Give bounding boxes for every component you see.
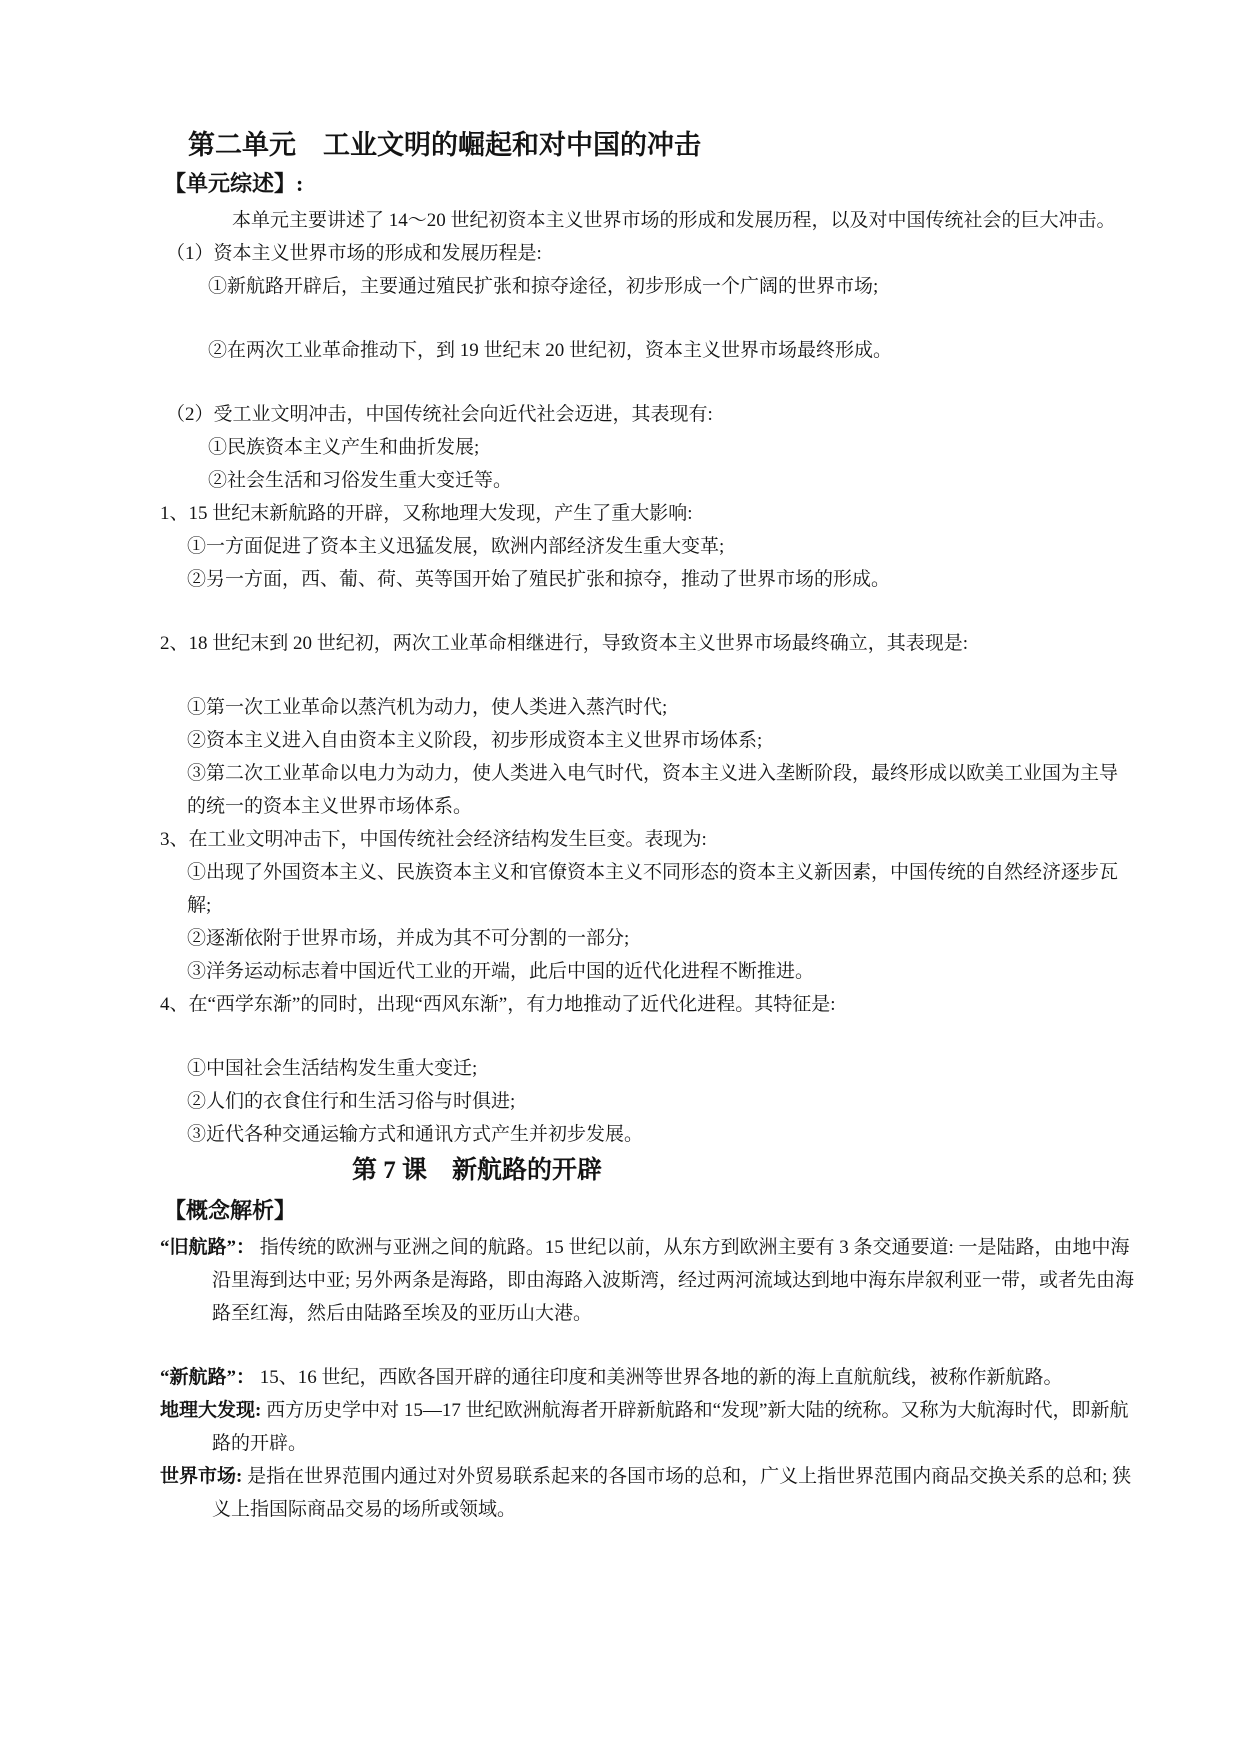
definition-term: 世界市场: <box>160 1466 243 1487</box>
overview-item: ②人们的衣食住行和生活习俗与时俱进; <box>187 1091 516 1112</box>
definition-term: “旧航路”： <box>160 1237 256 1258</box>
definition-old-routes <box>160 1231 1135 1330</box>
overview-item: ②逐渐依附于世界市场，并成为其不可分割的一部分; <box>187 928 630 949</box>
unit-title: 第二单元 工业文明的崛起和对中国的冲击 <box>188 130 701 160</box>
overview-item: ①一方面促进了资本主义迅猛发展，欧洲内部经济发生重大变革; <box>187 536 725 557</box>
definition-geographic-discovery <box>160 1394 1135 1460</box>
overview-item: ①出现了外国资本主义、民族资本主义和官僚资本主义不同形态的资本主义新因素，中国传统的自然经济逐步瓦解; <box>187 862 1119 916</box>
overview-item: ③第二次工业革命以电力为动力，使人类进入电气时代，资本主义进入垄断阶段，最终形成以欧美工业国为主导的统一的资本主义世界市场体系。 <box>187 763 1119 817</box>
overview-item: （1）资本主义世界市场的形成和发展历程是: <box>166 243 542 264</box>
overview-item: ③近代各种交通运输方式和通讯方式产生并初步发展。 <box>187 1124 644 1145</box>
definition-new-routes <box>160 1361 1135 1394</box>
overview-item: ②在两次工业革命推动下，到 19 世纪末 20 世纪初，资本主义世界市场最终形成。 <box>208 340 893 361</box>
overview-item: ③洋务运动标志着中国近代工业的开端，此后中国的近代化进程不断推进。 <box>187 961 815 982</box>
definition-world-market <box>160 1460 1135 1526</box>
overview-item: ②另一方面，西、葡、荷、英等国开始了殖民扩张和掠夺，推动了世界市场的形成。 <box>187 569 891 590</box>
definition-term: 地理大发现: <box>160 1400 262 1421</box>
concepts-label: 【概念解析】 <box>164 1198 297 1223</box>
overview-item: ①新航路开辟后，主要通过殖民扩张和掠夺途径，初步形成一个广阔的世界市场; <box>208 276 879 297</box>
overview-item: 3、在工业文明冲击下，中国传统社会经济结构发生巨变。表现为: <box>160 829 707 850</box>
definition-text: 西方历史学中对 15—17 世纪欧洲航海者开辟新航路和“发现”新大陆的统称。又称为大航海时代，即新航路的开辟。 <box>212 1400 1129 1454</box>
unit-summary-paragraph: 本单元主要讲述了 14～20 世纪初资本主义世界市场的形成和发展历程，以及对中国传统社会的巨大冲击。 <box>232 210 1116 231</box>
definition-text: 指传统的欧洲与亚洲之间的航路。15 世纪以前，从东方到欧洲主要有 3 条交通要道: 一是陆路，由地中海沿里海到达中亚; 另外两条是海路，即由海路入波斯湾，经过两河流域达到地中海东岸叙利亚一带，或者先由海路至红海，然后由陆路至埃及的亚历山大港。 <box>212 1237 1135 1324</box>
overview-item: 2、18 世纪末到 20 世纪初，两次工业革命相继进行，导致资本主义世界市场最终确立，其表现是: <box>160 633 969 654</box>
overview-item: ②资本主义进入自由资本主义阶段，初步形成资本主义世界市场体系; <box>187 730 763 751</box>
overview-item: ①民族资本主义产生和曲折发展; <box>208 437 480 458</box>
overview-item: 4、在“西学东渐”的同时，出现“西风东渐”，有力地推动了近代化进程。其特征是: <box>160 994 836 1015</box>
overview-item: ②社会生活和习俗发生重大变迁等。 <box>208 470 513 491</box>
overview-item: ①中国社会生活结构发生重大变迁; <box>187 1058 478 1079</box>
lesson-title: 第 7 课 新航路的开辟 <box>352 1157 603 1184</box>
overview-item: 1、15 世纪末新航路的开辟，又称地理大发现，产生了重大影响: <box>160 503 693 524</box>
definition-text: 是指在世界范围内通过对外贸易联系起来的各国市场的总和，广义上指世界范围内商品交换关系的总和; 狭义上指国际商品交易的场所或领域。 <box>212 1466 1132 1520</box>
definition-text: 15、16 世纪，西欧各国开辟的通往印度和美洲等世界各地的新的海上直航航线，被称作新航路。 <box>259 1367 1063 1388</box>
overview-item: （2）受工业文明冲击，中国传统社会向近代社会迈进，其表现有: <box>166 404 713 425</box>
unit-summary-label: 【单元综述】: <box>164 171 304 196</box>
overview-item: ①第一次工业革命以蒸汽机为动力，使人类进入蒸汽时代; <box>187 697 668 718</box>
definition-term: “新航路”： <box>160 1367 256 1388</box>
